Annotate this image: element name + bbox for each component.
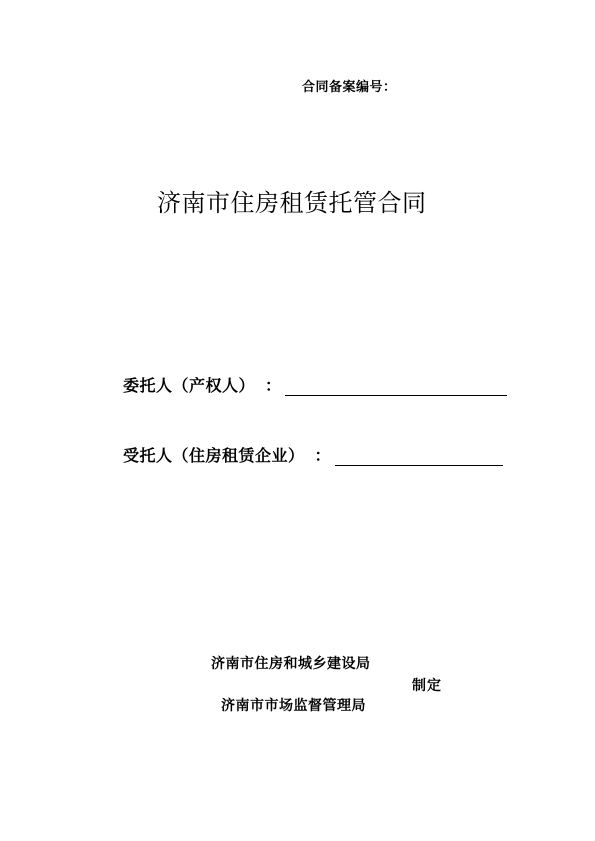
issuer-market-bureau: 济南市市场监督管理局 <box>221 698 366 714</box>
trustee-label: 受托人（住房租赁企业） <box>123 446 305 465</box>
entrustor-row <box>123 373 507 396</box>
document-title: 济南市住房租赁托管合同 <box>157 189 427 217</box>
trustee-colon: ： <box>314 446 331 465</box>
entrustor-blank-line <box>285 377 507 396</box>
issuer-housing-bureau: 济南市住房和城乡建设局 <box>211 656 371 672</box>
entrustor-label: 委托人（产权人） <box>123 376 256 395</box>
trustee-row <box>123 443 503 466</box>
record-number-label: 合同备案编号： <box>302 80 397 95</box>
entrustor-colon: ： <box>265 376 282 395</box>
enacted-label: 制定 <box>412 678 442 694</box>
trustee-blank-line <box>335 447 503 466</box>
